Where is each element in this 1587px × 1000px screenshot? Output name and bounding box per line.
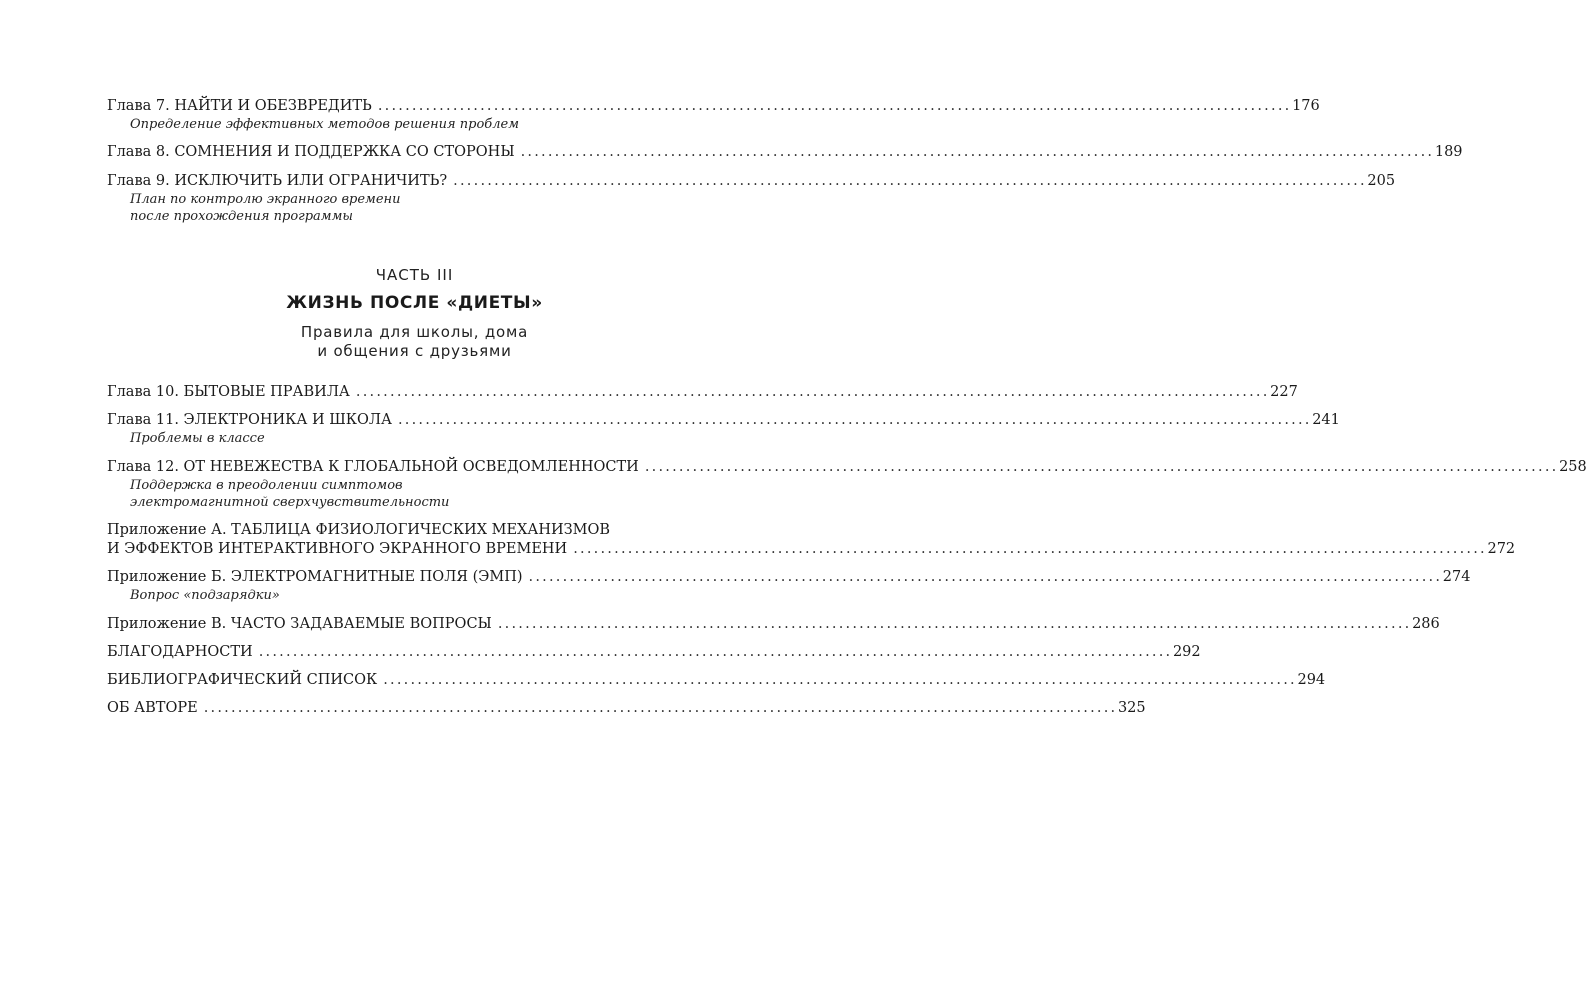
page-number: 292 [1172, 644, 1201, 660]
page-number: 227 [1270, 384, 1298, 400]
dot-leader [383, 670, 1293, 690]
toc-entry[interactable] [107, 567, 1471, 604]
page-number: 258 [1559, 459, 1587, 475]
dot-leader [356, 382, 1266, 402]
dot-leader [521, 142, 1431, 162]
toc-entry[interactable] [107, 142, 1463, 162]
dot-leader [529, 567, 1439, 587]
entry-title: Глава 8. СОМНЕНИЯ И ПОДДЕРЖКА СО СТОРОНЫ [107, 144, 515, 160]
toc-entry[interactable] [107, 698, 1146, 718]
page-number: 294 [1297, 672, 1326, 688]
toc-entry[interactable] [107, 96, 1320, 133]
part-subtitle [0, 323, 829, 361]
dot-leader [645, 457, 1555, 477]
entry-subtitle: Вопрос «подзарядки» [130, 588, 280, 603]
entry-title: БЛАГОДАРНОСТИ [107, 644, 253, 660]
entry-subtitle: Определение эффективных методов решения проблем [130, 117, 519, 132]
entry-title: И ЭФФЕКТОВ ИНТЕРАКТИВНОГО ЭКРАННОГО ВРЕМЕНИ [107, 541, 568, 557]
page-number: 272 [1487, 541, 1516, 557]
toc-section-bottom [107, 382, 1587, 718]
page-number: 274 [1442, 569, 1471, 585]
page-number: 286 [1412, 616, 1440, 632]
part-number: ЧАСТЬ III [375, 266, 454, 284]
part-title: ЖИЗНЬ ПОСЛЕ «ДИЕТЫ» [286, 293, 543, 313]
entry-subtitle: электромагнитной сверхчувствительности [130, 495, 450, 510]
dot-leader [204, 698, 1114, 718]
toc-section-top [107, 96, 1463, 225]
dot-leader [453, 171, 1363, 191]
entry-subtitle: План по контролю экранного времени [130, 192, 401, 207]
entry-title: Приложение В. ЧАСТО ЗАДАВАЕМЫЕ ВОПРОСЫ [107, 616, 492, 632]
entry-subtitle: Поддержка в преодолении симптомов [130, 478, 403, 493]
entry-subtitle: Проблемы в классе [130, 431, 265, 446]
toc-entry[interactable] [107, 410, 1340, 447]
dot-leader [259, 642, 1169, 662]
entry-title: Глава 9. ИСКЛЮЧИТЬ ИЛИ ОГРАНИЧИТЬ? [107, 173, 448, 189]
dot-leader [398, 410, 1308, 430]
toc-entry[interactable] [107, 642, 1201, 662]
part-subtitle-line: и общения с друзьями [317, 342, 512, 360]
entry-title: БИБЛИОГРАФИЧЕСКИЙ СПИСОК [107, 672, 378, 688]
page-number: 325 [1117, 700, 1146, 716]
page-number: 176 [1292, 98, 1320, 114]
entry-title: ОБ АВТОРЕ [107, 700, 198, 716]
entry-subtitle: после прохождения программы [130, 209, 353, 224]
toc-entry[interactable] [107, 614, 1440, 634]
toc-entry[interactable] [107, 382, 1298, 402]
part-subtitle-line: Правила для школы, дома [300, 323, 529, 341]
entry-title-line: Приложение А. ТАБЛИЦА ФИЗИОЛОГИЧЕСКИХ МЕХАНИЗМОВ [107, 522, 611, 538]
toc-entry[interactable] [107, 670, 1326, 690]
page-number: 205 [1367, 173, 1396, 189]
page-number: 241 [1312, 412, 1340, 428]
entry-title: Приложение Б. ЭЛЕКТРОМАГНИТНЫЕ ПОЛЯ (ЭМП) [107, 569, 523, 585]
page-number: 189 [1434, 144, 1463, 160]
entry-title: Глава 10. БЫТОВЫЕ ПРАВИЛА [107, 384, 350, 400]
toc-entry[interactable] [107, 521, 1516, 559]
dot-leader [573, 539, 1483, 559]
entry-title: Глава 11. ЭЛЕКТРОНИКА И ШКОЛА [107, 412, 392, 428]
toc-entry[interactable] [107, 171, 1396, 225]
dot-leader [498, 614, 1408, 634]
dot-leader [378, 96, 1288, 116]
toc-entry[interactable] [107, 457, 1587, 511]
entry-title: Глава 12. ОТ НЕВЕЖЕСТВА К ГЛОБАЛЬНОЙ ОСВЕДОМЛЕННОСТИ [107, 459, 639, 475]
entry-title: Глава 7. НАЙТИ И ОБЕЗВРЕДИТЬ [107, 98, 372, 114]
